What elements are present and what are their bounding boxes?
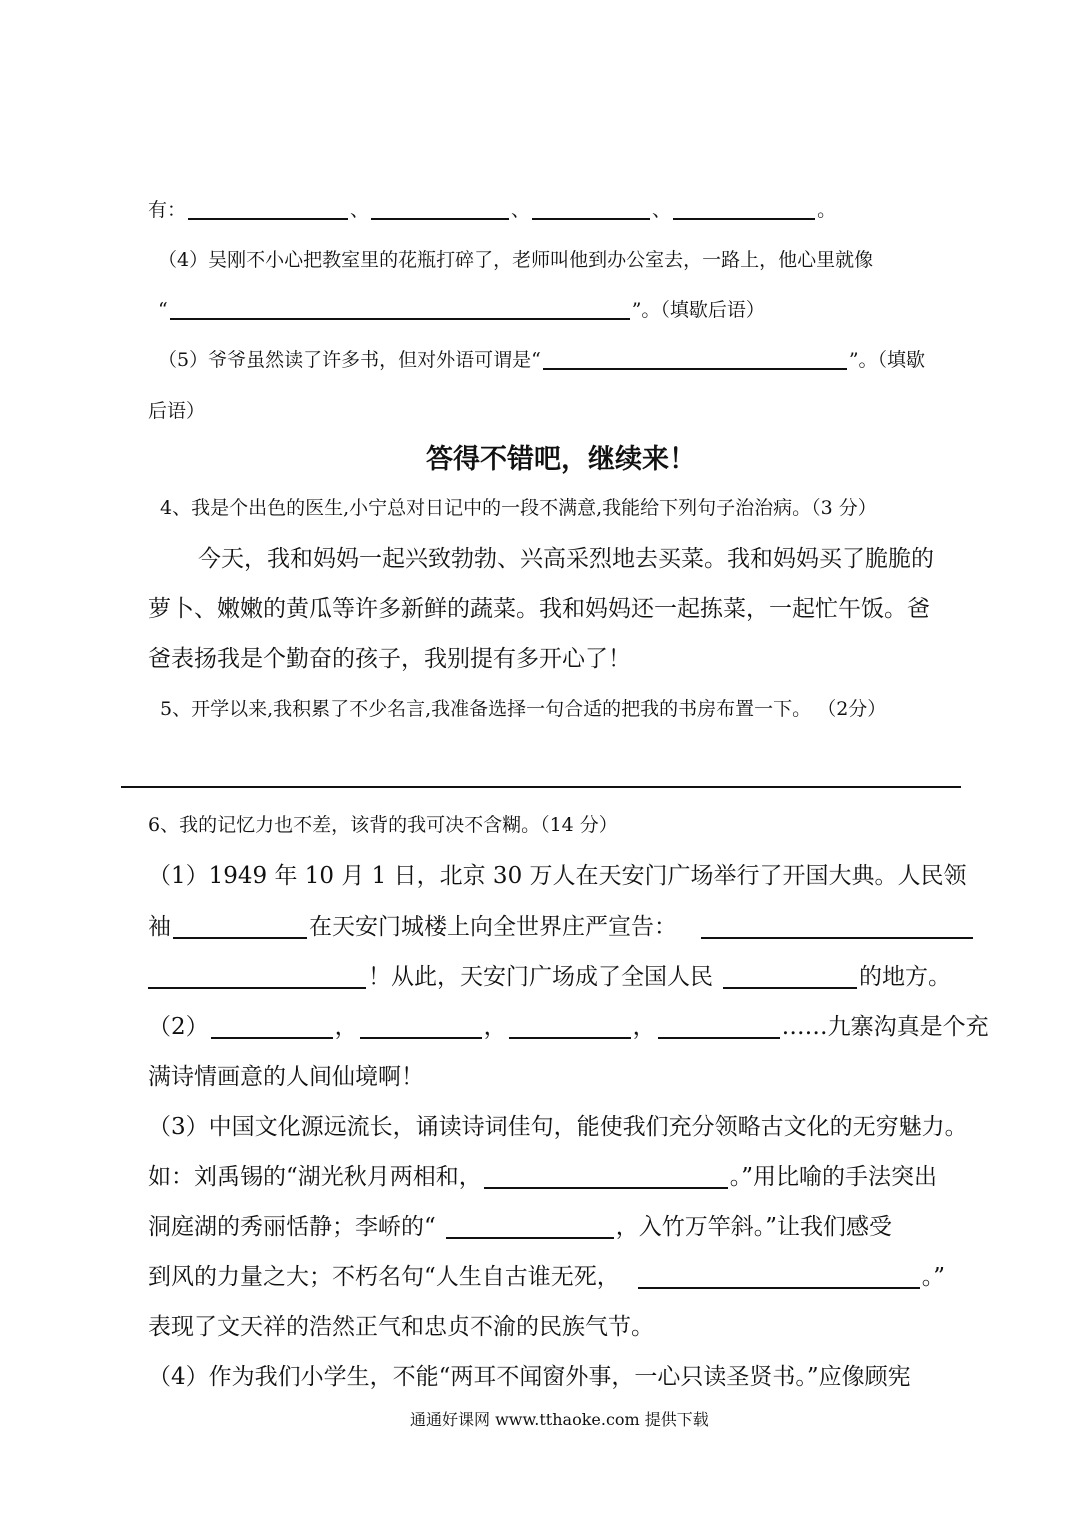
blank[interactable]	[360, 1036, 482, 1039]
blank[interactable]	[543, 367, 847, 370]
blank[interactable]	[701, 936, 973, 939]
q6-2-line1: （2） ， ， ， ……九寨沟真是个充	[148, 1014, 989, 1040]
q3-5-line2: 后语）	[148, 400, 206, 422]
blank[interactable]	[509, 1036, 631, 1039]
blank[interactable]	[532, 217, 650, 220]
blank[interactable]	[170, 317, 630, 320]
q6-3-line1: （3）中国文化源远流长，诵读诗词佳句，能使我们充分领略古文化的无穷魅力。	[148, 1114, 968, 1140]
q4-title: 4、我是个出色的医生,小宁总对日记中的一段不满意,我能给下列句子治治病。（3 分）	[160, 497, 877, 519]
q3-4-line2: “ ”。（填歇后语）	[158, 299, 765, 321]
q4-paragraph-line1: 今天，我和妈妈一起兴致勃勃、兴高采烈地去买菜。我和妈妈买了脆脆的	[198, 546, 934, 572]
blank[interactable]	[148, 986, 366, 989]
blank[interactable]	[173, 936, 307, 939]
blank[interactable]	[673, 217, 815, 220]
q4-paragraph-line3: 爸表扬我是个勤奋的孩子，我别提有多开心了！	[148, 646, 631, 672]
q5-answer-line[interactable]	[121, 786, 961, 788]
q3-4-line1: （4）吴刚不小心把教室里的花瓶打碎了，老师叫他到办公室去，一路上，他心里就像	[158, 249, 874, 271]
q6-title: 6、我的记忆力也不差，该背的我可决不含糊。（14 分）	[148, 814, 618, 836]
section-heading: 答得不错吧，继续来！	[426, 444, 696, 475]
blank[interactable]	[723, 986, 857, 989]
q6-3-line3: 洞庭湖的秀丽恬静；李峤的“ ，入竹万竿斜。”让我们感受	[148, 1214, 893, 1240]
page-footer: 通通好课网 www.tthaoke.com 提供下载	[410, 1410, 709, 1429]
q4-paragraph-line2: 萝卜、嫩嫩的黄瓜等许多新鲜的蔬菜。我和妈妈还一起拣菜，一起忙午饭。爸	[148, 596, 930, 622]
q6-1-line2: 袖 在天安门城楼上向全世界庄严宣告：	[148, 916, 975, 939]
q6-3-line5: 表现了文天祥的浩然正气和忠贞不渝的民族气节。	[148, 1314, 654, 1340]
blank[interactable]	[658, 1036, 780, 1039]
q6-2-line2: 满诗情画意的人间仙境啊！	[148, 1064, 424, 1090]
q6-1-line1: （1）1949 年 10 月 1 日，北京 30 万人在天安门广场举行了开国大典。人民领	[148, 863, 967, 889]
q6-4-line1: （4）作为我们小学生，不能“两耳不闻窗外事，一心只读圣贤书。”应像顾宪	[148, 1364, 911, 1390]
q5-title: 5、开学以来,我积累了不少名言,我准备选择一句合适的把我的书房布置一下。 （2分）	[160, 698, 887, 720]
blank[interactable]	[484, 1186, 728, 1189]
q6-3-line4: 到风的力量之大；不朽名句“人生自古谁无死， 。”	[148, 1264, 946, 1290]
q6-1-line3: ！从此，天安门广场成了全国人民 的地方。	[148, 966, 951, 989]
blank[interactable]	[188, 217, 348, 220]
blank[interactable]	[446, 1236, 614, 1239]
q3-answer-line: 有： 、 、 、 。	[148, 199, 837, 221]
blank[interactable]	[638, 1286, 920, 1289]
blank[interactable]	[371, 217, 509, 220]
blank[interactable]	[211, 1036, 333, 1039]
q3-5-line1: （5）爷爷虽然读了许多书，但对外语可谓是“ ”。（填歇	[158, 349, 926, 371]
q6-3-line2: 如：刘禹锡的“湖光秋月两相和， 。”用比喻的手法突出	[148, 1164, 938, 1190]
